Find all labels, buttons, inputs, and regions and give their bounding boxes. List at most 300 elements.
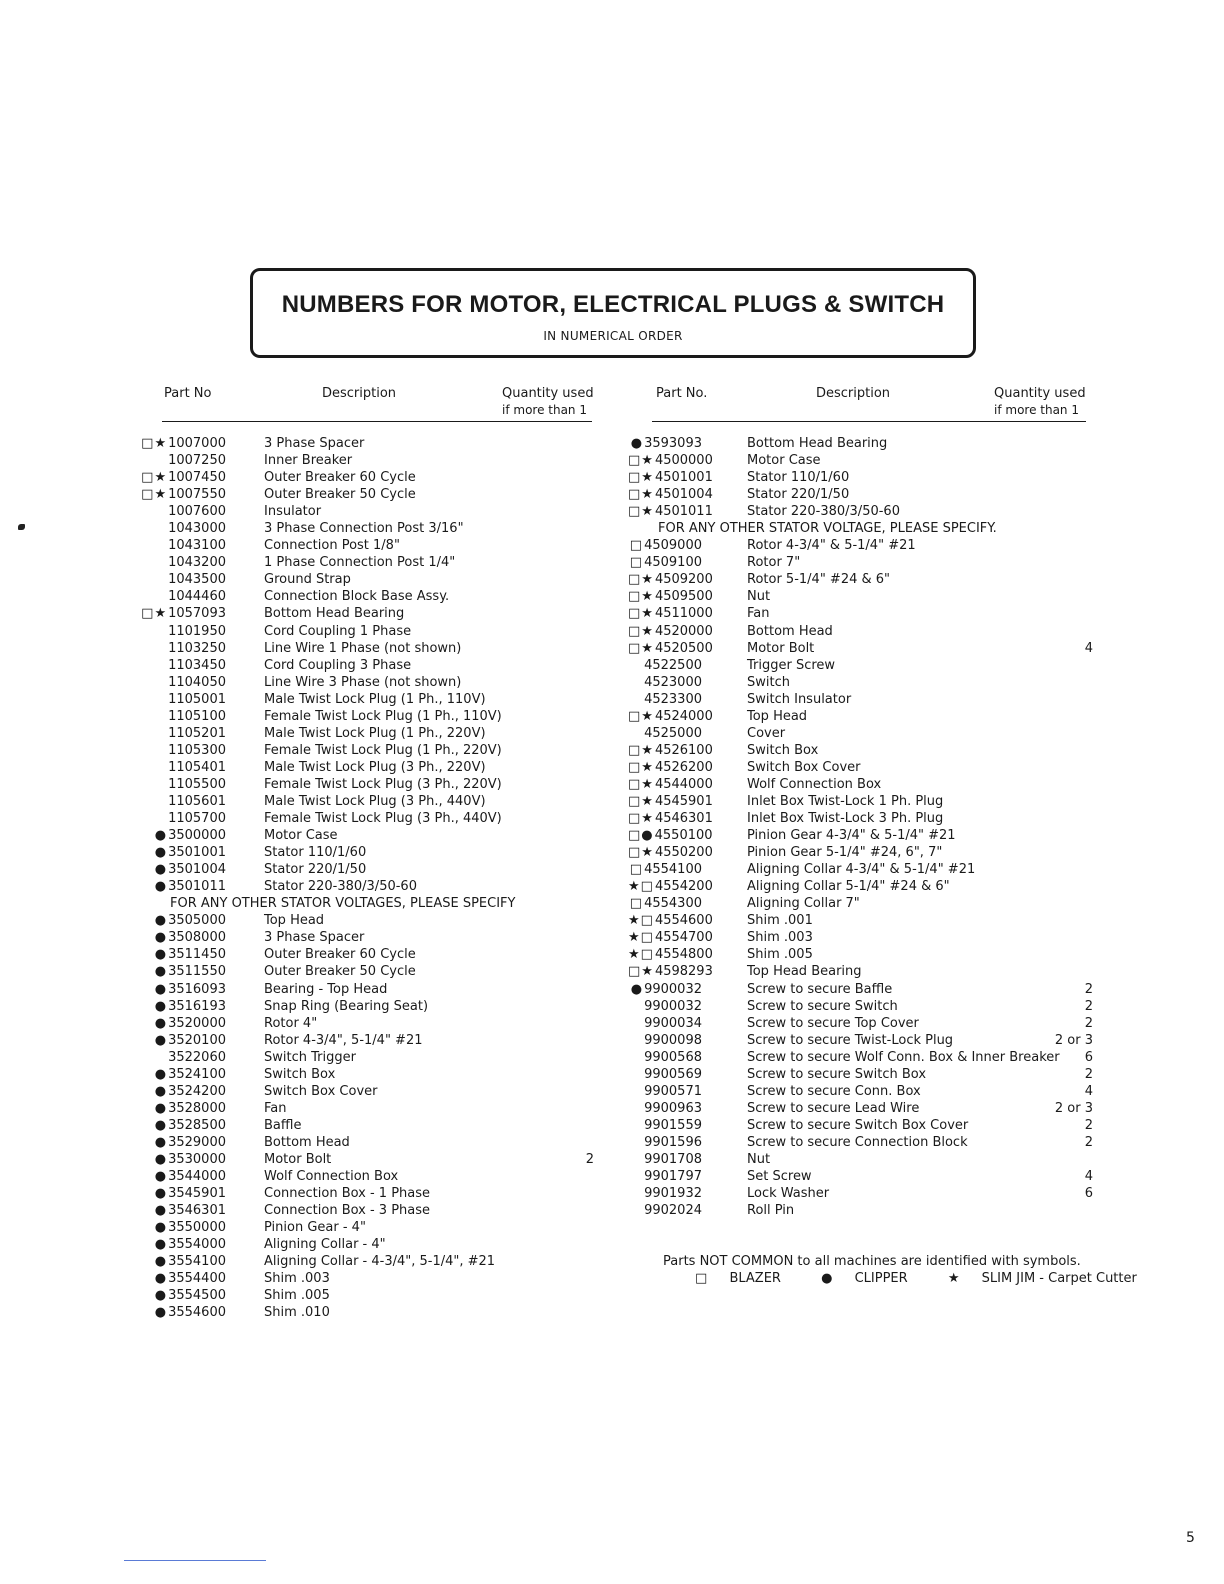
part-row [628,503,1098,520]
part-number [138,1168,226,1185]
legend-clipper-label: CLIPPER [854,1271,908,1286]
part-quantity: 4 [1084,640,1093,656]
part-number-value: 3554600 [168,1305,226,1321]
part-number-value: 3501001 [168,845,226,861]
part-number-value: 4554200 [654,879,713,895]
part-number-value: 3520000 [168,1015,226,1031]
clipper-dot-icon: ● [821,1271,833,1286]
machine-symbol-icon: □ [629,538,644,554]
part-row [138,469,598,486]
part-number-value: 1043100 [168,538,226,554]
part-row [628,1100,1098,1117]
part-description: Aligning Collar 7" [747,896,860,912]
part-number-value: 1105100 [168,708,226,724]
part-number-value: 3505000 [168,913,226,929]
part-quantity: 2 or 3 [1054,1100,1093,1116]
part-number-value: 3554000 [168,1237,226,1253]
part-description: Cord Coupling 1 Phase [264,623,412,639]
part-row [628,912,1098,929]
part-row [628,929,1098,946]
part-quantity: 2 [1084,1134,1093,1150]
part-description: Aligning Collar 4-3/4" & 5-1/4" #21 [747,862,976,878]
machine-symbol-icon: ● [154,981,168,997]
part-number [138,810,226,827]
part-description: Aligning Collar - 4" [264,1237,386,1253]
legend-slim-jim-label: SLIM JIM - Carpet Cutter [981,1271,1137,1286]
part-number [138,844,226,861]
part-description: Screw to secure Wolf Conn. Box & Inner Breaker [747,1049,1060,1065]
machine-symbol-icon: □★ [628,708,654,724]
part-row [628,1049,1098,1066]
part-row [138,793,598,810]
part-number-value: 4526200 [654,759,713,775]
part-row [138,588,598,605]
machine-symbol-icon: □ [629,555,644,571]
right-parts-list [628,435,1098,1219]
part-number-value: 3524200 [168,1083,226,1099]
part-number [138,912,226,929]
part-description: Cord Coupling 3 Phase [264,657,412,673]
part-row [138,1083,598,1100]
machine-symbol-icon: ● [154,1117,168,1133]
part-number-value: 4544000 [654,776,713,792]
part-number [138,1015,226,1032]
part-number [628,1134,702,1151]
part-number-value: 3511550 [168,964,226,980]
part-description: Stator 220-380/3/50-60 [747,504,900,520]
machine-symbol-icon: □★ [628,606,654,622]
part-description: Wolf Connection Box [747,776,882,792]
part-number-value: 3522060 [168,1049,226,1065]
part-number-value: 4500000 [654,453,713,469]
part-number-value: 9900568 [644,1049,702,1065]
part-number-value: 4545901 [654,793,713,809]
part-number-value: 4526100 [654,742,713,758]
machine-symbol-icon: ● [154,1134,168,1150]
right-header-rule [652,421,1086,422]
part-description: Switch Box [747,742,819,758]
part-number [138,1270,226,1287]
part-number-value: 3546301 [168,1203,226,1219]
machine-symbol-icon: ★□ [628,913,654,929]
part-number-value: 4509000 [644,538,702,554]
part-description: Pinion Gear - 4" [264,1220,366,1236]
part-row [628,605,1098,622]
part-row [138,623,598,640]
part-quantity: 6 [1084,1049,1093,1065]
part-number [138,708,226,725]
machine-symbol-icon: ● [154,1220,168,1236]
left-header-rule [162,421,592,422]
part-description: Top Head [264,913,325,929]
part-description: 3 Phase Spacer [264,436,365,451]
part-row [628,469,1098,486]
part-number-value: 3500000 [168,828,226,844]
part-row [628,640,1098,657]
machine-symbol-icon: □★ [628,742,654,758]
part-description: Screw to secure Twist-Lock Plug [747,1032,954,1048]
part-description: Line Wire 1 Phase (not shown) [264,640,462,656]
part-description: Inlet Box Twist-Lock 1 Ph. Plug [747,793,944,809]
part-number [628,588,713,605]
part-number [138,469,226,486]
part-row [138,674,598,691]
part-description: Male Twist Lock Plug (1 Ph., 220V) [264,725,486,741]
part-number-value: 3554100 [168,1254,226,1270]
part-quantity: 6 [1084,1186,1093,1202]
part-description: Screw to secure Connection Block [747,1134,968,1150]
right-header-quantity-1: Quantity used [994,386,1086,401]
part-row [628,1151,1098,1168]
part-number [628,1032,702,1049]
machine-symbol-icon: □★ [628,623,654,639]
part-number [138,691,226,708]
part-number [628,571,713,588]
part-number-value: 9900034 [644,1015,702,1031]
part-number-value: 4520500 [654,640,713,656]
machine-symbol-icon: □★ [628,845,654,861]
part-number-value: 4524000 [654,708,713,724]
part-description: Connection Post 1/8" [264,538,400,554]
machine-symbol-icon: ★□ [628,879,654,895]
specify-note-text: FOR ANY OTHER STATOR VOLTAGES, PLEASE SPECIFY [170,896,516,912]
part-number-value: 1104050 [168,674,226,690]
part-number-value: 3530000 [168,1151,226,1167]
part-number-value: 3516093 [168,981,226,997]
part-number-value: 4501001 [654,470,713,486]
part-row [628,486,1098,503]
part-number-value: 3529000 [168,1134,226,1150]
part-description: Stator 220/1/50 [264,862,367,878]
part-description: Roll Pin [747,1203,795,1219]
legend-slim-jim [948,1271,1155,1286]
part-number [138,674,226,691]
part-number [138,981,226,998]
part-description: Shim .003 [747,930,813,946]
machine-symbol-icon: ● [154,1015,168,1031]
part-description: Fan [747,606,770,622]
right-header-quantity-2: if more than 1 [994,403,1079,417]
part-row [628,623,1098,640]
part-quantity: 4 [1084,1169,1093,1185]
part-row [628,708,1098,725]
part-number [138,759,226,776]
part-description: Aligning Collar 5-1/4" #24 & 6" [747,879,950,895]
part-description: Bottom Head Bearing [264,606,405,622]
part-number [138,435,226,452]
part-row [138,827,598,844]
machine-symbol-icon: □★ [628,470,654,486]
machine-symbol-icon: □★ [628,572,654,588]
part-number-value: 9900032 [644,981,702,997]
part-quantity: 2 [1084,1015,1093,1031]
part-description: Rotor 4" [264,1015,318,1031]
part-number [138,725,226,742]
part-number-value: 9900571 [644,1083,702,1099]
slim-jim-star-icon: ★ [947,1271,960,1286]
part-description: Screw to secure Baffle [747,981,893,997]
part-number-value: 1057093 [168,606,226,622]
part-number [628,640,713,657]
part-row [628,657,1098,674]
part-number [628,929,713,946]
part-number [138,963,226,980]
part-number-value: 1105201 [168,725,226,741]
machine-symbol-icon: ● [154,862,168,878]
part-number-value: 4554100 [644,862,702,878]
part-number-value: 9901932 [644,1186,702,1202]
part-number-value: 9900098 [644,1032,702,1048]
part-number [138,1083,226,1100]
part-number-value: 3511450 [168,947,226,963]
part-row [138,878,598,895]
part-description: Shim .005 [264,1288,330,1304]
part-description: Fan [264,1100,287,1116]
page-subtitle: IN NUMERICAL ORDER [543,329,683,343]
part-number-value: 9900569 [644,1066,702,1082]
part-description: 3 Phase Spacer [264,930,365,946]
left-header-quantity-2: if more than 1 [502,403,587,417]
part-number-value: 1105401 [168,759,226,775]
part-description: Inner Breaker [264,453,353,469]
part-description: Switch Box Cover [264,1083,378,1099]
part-number [628,793,713,810]
part-row [628,435,1098,452]
part-description: Screw to secure Conn. Box [747,1083,921,1099]
part-description: Wolf Connection Box [264,1169,399,1185]
part-number [138,1151,226,1168]
part-row [138,1236,598,1253]
part-row [138,503,598,520]
machine-symbol-icon: □★ [628,811,654,827]
part-description: Rotor 5-1/4" #24 & 6" [747,572,891,588]
part-row [138,776,598,793]
specify-note [138,895,598,912]
scan-artifact-mark [18,524,25,530]
part-number-value: 4501004 [654,487,713,503]
machine-symbol-icon: ● [154,964,168,980]
part-number [138,1185,226,1202]
part-row [628,861,1098,878]
part-number-value: 4550100 [654,828,713,844]
part-row [138,1185,598,1202]
part-number-value: 1043500 [168,572,226,588]
machine-symbol-icon: ● [154,1288,168,1304]
part-number [628,895,702,912]
part-number [138,623,226,640]
part-number-value: 1105300 [168,742,226,758]
part-description: Female Twist Lock Plug (1 Ph., 220V) [264,742,502,758]
part-number [138,1117,226,1134]
part-number-value: 3550000 [168,1220,226,1236]
part-description: Lock Washer [747,1186,830,1202]
part-number [628,861,702,878]
part-number [628,1117,702,1134]
part-description: Male Twist Lock Plug (3 Ph., 220V) [264,759,486,775]
part-description: Connection Block Base Assy. [264,589,450,605]
machine-symbol-icon: ● [154,845,168,861]
machine-symbol-icon: ● [154,1271,168,1287]
part-number-value: 1105700 [168,811,226,827]
part-description: Set Screw [747,1169,812,1185]
machine-symbol-icon: □★ [141,606,168,622]
part-number-value: 9901797 [644,1169,702,1185]
part-number [628,725,702,742]
part-number-value: 3528000 [168,1100,226,1116]
left-header-description: Description [322,386,397,401]
part-row [628,998,1098,1015]
part-number-value: 1043200 [168,555,226,571]
machine-symbol-icon: ● [154,1151,168,1167]
part-row [138,605,598,622]
machine-symbol-icon: □ [629,896,644,912]
part-description: Switch Box Cover [747,759,861,775]
machine-symbol-icon: ● [154,1305,168,1321]
part-number-value: 1007250 [168,453,226,469]
page-title: NUMBERS FOR MOTOR, ELECTRICAL PLUGS & SWITCH [281,291,945,318]
part-description: Bottom Head [747,623,833,639]
part-number-value: 3593093 [644,436,702,451]
part-number-value: 3516193 [168,998,226,1014]
part-number-value: 3554500 [168,1288,226,1304]
part-description: Screw to secure Top Cover [747,1015,919,1031]
part-row [138,1168,598,1185]
specify-note [628,520,1098,537]
part-number-value: 4550200 [654,845,713,861]
part-row [628,878,1098,895]
symbols-footnote: Parts NOT COMMON to all machines are identified with symbols. [663,1254,1081,1269]
part-description: Top Head Bearing [747,964,862,980]
part-number [138,1049,226,1066]
part-number-value: 1103250 [168,640,226,656]
part-number-value: 4554700 [654,930,713,946]
machine-symbol-icon: ★□ [628,930,654,946]
part-description: Snap Ring (Bearing Seat) [264,998,429,1014]
symbol-legend [695,1270,1173,1287]
part-number [138,1066,226,1083]
part-number [138,878,226,895]
part-number [138,929,226,946]
part-number [628,435,702,452]
part-description: Male Twist Lock Plug (3 Ph., 440V) [264,793,486,809]
part-number-value: 4511000 [654,606,713,622]
part-number-value: 3554400 [168,1271,226,1287]
part-quantity: 2 [1084,1117,1093,1133]
part-description: 1 Phase Connection Post 1/4" [264,555,456,571]
part-description: Outer Breaker 50 Cycle [264,964,416,980]
machine-symbol-icon: ● [630,436,644,451]
part-number [138,520,226,537]
part-row [628,452,1098,469]
part-description: Shim .003 [264,1271,330,1287]
part-description: Stator 110/1/60 [264,845,367,861]
part-number-value: 4523300 [644,691,702,707]
part-number [628,1066,702,1083]
part-row [628,810,1098,827]
part-description: Switch Trigger [264,1049,356,1065]
part-row [628,844,1098,861]
part-description: Cover [747,725,786,741]
left-header-part: Part No [164,386,212,401]
part-number [138,640,226,657]
part-number [628,1185,702,1202]
part-number [628,657,702,674]
part-row [138,759,598,776]
part-number [138,1100,226,1117]
part-number [628,827,713,844]
part-number-value: 4520000 [654,623,713,639]
machine-symbol-icon: ★□ [628,947,654,963]
right-header-part: Part No. [656,386,708,401]
part-number [138,742,226,759]
part-row [138,554,598,571]
part-description: Stator 110/1/60 [747,470,850,486]
machine-symbol-icon: ● [154,1083,168,1099]
part-row [138,742,598,759]
part-number-value: 1103450 [168,657,226,673]
part-row [628,1168,1098,1185]
part-row [138,1066,598,1083]
part-description: Pinion Gear 5-1/4" #24, 6", 7" [747,845,943,861]
part-row [628,1032,1098,1049]
part-number-value: 1044460 [168,589,226,605]
part-row [628,554,1098,571]
part-number [138,861,226,878]
machine-symbol-icon: ● [154,1100,168,1116]
part-row [628,1134,1098,1151]
machine-symbol-icon: □★ [628,640,654,656]
part-description: Connection Box - 3 Phase [264,1203,431,1219]
part-number-value: 1105001 [168,691,226,707]
part-number [138,452,226,469]
part-row [628,1202,1098,1219]
part-description: Motor Bolt [264,1151,332,1167]
page-number: 5 [1186,1530,1195,1546]
machine-symbol-icon: □● [628,828,654,844]
machine-symbol-icon: □★ [628,793,654,809]
machine-symbol-icon: ● [154,1203,168,1219]
part-row [138,520,598,537]
part-number-value: 4525000 [644,725,702,741]
part-number [628,674,702,691]
part-description: Motor Case [264,828,338,844]
machine-symbol-icon: ● [630,981,644,997]
part-row [138,640,598,657]
part-number [628,1168,702,1185]
part-number [628,469,713,486]
part-number [628,554,702,571]
machine-symbol-icon: □★ [628,776,654,792]
part-row [628,793,1098,810]
part-number [138,776,226,793]
machine-symbol-icon: ● [154,1254,168,1270]
part-row [138,1270,598,1287]
part-number [138,1304,226,1321]
part-quantity: 4 [1084,1083,1093,1099]
part-number-value: 3524100 [168,1066,226,1082]
part-row [138,571,598,588]
part-number [138,1202,226,1219]
part-row [138,1219,598,1236]
part-quantity: 2 [1084,981,1093,997]
part-number-value: 4546301 [654,811,713,827]
part-number-value: 4509200 [654,572,713,588]
machine-symbol-icon: □★ [628,759,654,775]
machine-symbol-icon: ● [154,828,168,844]
machine-symbol-icon: ● [154,1066,168,1082]
machine-symbol-icon: ● [154,930,168,946]
part-description: Rotor 4-3/4", 5-1/4" #21 [264,1032,423,1048]
